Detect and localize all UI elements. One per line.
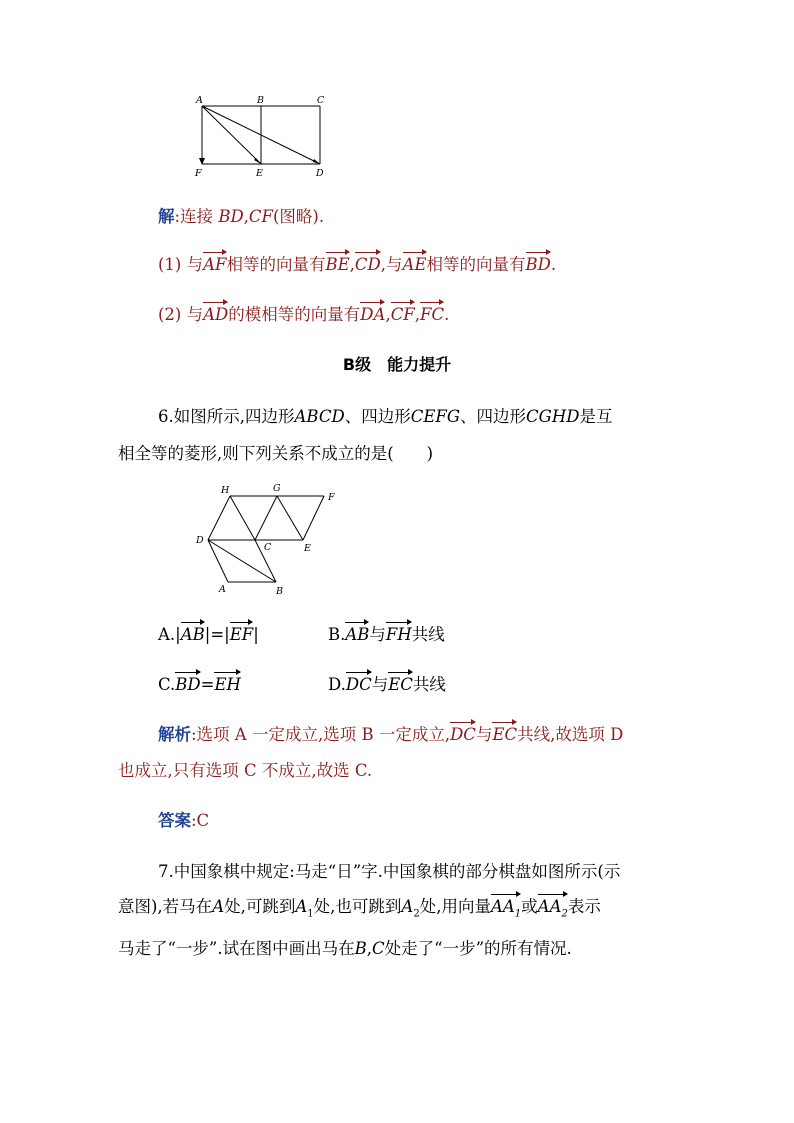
vector-BD: BD <box>526 251 551 274</box>
q7-line3: 马走了“一步”.试在图中画出马在B,C处走了“一步”的所有情况. <box>118 939 572 958</box>
label-G: G <box>273 483 281 494</box>
figure-rectangle-grid <box>190 92 340 182</box>
seg-GC <box>255 496 277 540</box>
seg-GE <box>277 496 303 540</box>
seg-FE <box>303 496 324 540</box>
vector-DA: DA <box>360 301 385 324</box>
option-a: A.|AB|=|EF| <box>158 621 259 644</box>
label-E: E <box>304 543 311 554</box>
label-E: E <box>256 168 263 179</box>
answer-value: :C <box>191 811 210 830</box>
label-H: H <box>221 485 230 496</box>
solution5-line <box>158 203 324 227</box>
vector-BE: BE <box>326 251 350 274</box>
answer-line <box>158 807 209 831</box>
label-C: C <box>264 542 272 553</box>
label-F: F <box>195 168 202 179</box>
section-heading: B级 能力提升 <box>342 355 452 374</box>
solution-label: 解 <box>158 207 175 226</box>
seg-HC <box>230 496 255 540</box>
label-A: A <box>196 95 203 106</box>
vector-FC: FC <box>420 301 444 324</box>
analysis-line1: 解析:选项 A 一定成立,选项 B 一定成立,DC与EC共线,故选项 D <box>158 721 623 745</box>
solution5-part1: (1) 与AF相等的向量有BE,CD,与AE相等的向量有BD. <box>158 251 556 275</box>
figure-rhombi <box>190 478 350 600</box>
q6-line2: 相全等的菱形,则下列关系不成立的是( ) <box>118 444 434 463</box>
option-b: B.AB与FH共线 <box>328 621 445 645</box>
solution5-part2: (2) 与AD的模相等的向量有DA,CF,FC. <box>158 301 449 325</box>
vector-CF: CF <box>391 301 415 324</box>
q7-line2: 意图),若马在A处,可跳到$A_1$处,也可跳到$A_2$处,用向量$AA_1$或$AA_2$表示 <box>118 893 601 919</box>
option-c: C.BD=EH <box>158 671 241 694</box>
analysis-label: 解析 <box>158 725 191 744</box>
q6-line1: 6.如图所示,四边形ABCD、四边形CEFG、四边形CGHD是互 <box>158 407 613 426</box>
q7-line1: 7.中国象棋中规定:马走“日”字.中国象棋的部分棋盘如图所示(示 <box>158 862 621 881</box>
label-B: B <box>276 586 283 597</box>
seg-HD <box>208 496 230 540</box>
seg-AE <box>202 106 261 164</box>
label-D: D <box>196 535 204 546</box>
vector-AA1: $AA_1$ <box>491 893 521 919</box>
arrowhead-E <box>254 158 261 164</box>
arrowhead-D <box>313 159 320 164</box>
vector-CD: CD <box>355 251 381 274</box>
label-A: A <box>219 584 226 595</box>
label-D: D <box>316 168 324 179</box>
vector-AF: AF <box>203 251 226 274</box>
label-F: F <box>328 492 335 503</box>
solution-text: :连接 BD,CF(图略). <box>174 207 325 226</box>
vector-AE: AE <box>403 251 427 274</box>
option-d: D.DC与EC共线 <box>328 671 446 695</box>
label-C: C <box>317 95 325 106</box>
vector-AA2: $AA_2$ <box>538 893 568 919</box>
vector-AD: AD <box>203 301 228 324</box>
answer-label: 答案 <box>158 811 191 830</box>
analysis-line2: 也成立,只有选项 C 不成立,故选 C. <box>118 761 373 780</box>
label-B: B <box>257 95 264 106</box>
